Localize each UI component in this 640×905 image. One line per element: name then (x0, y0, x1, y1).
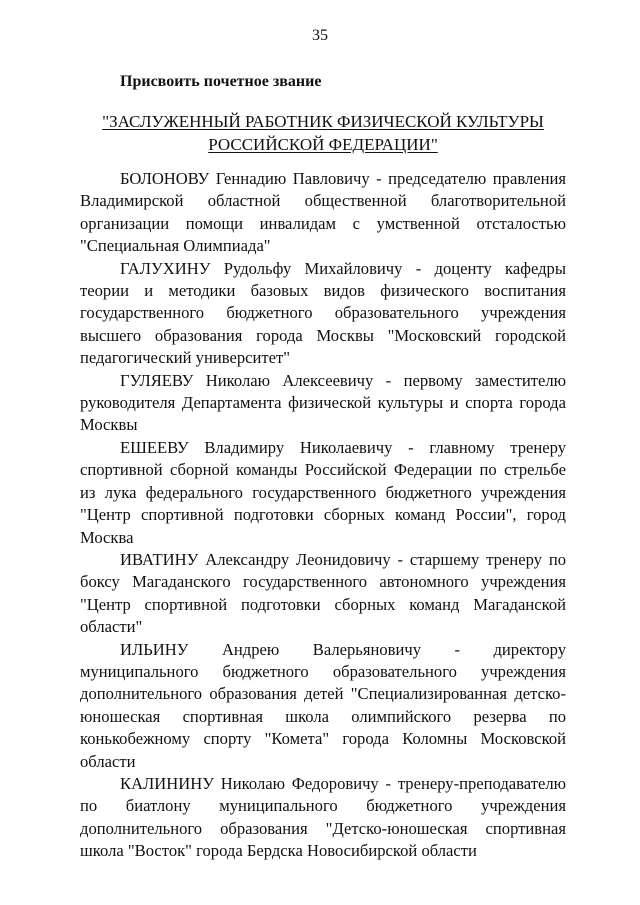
awardee-entry: БОЛОНОВУ Геннадию Павловичу - председателю правления Владимирской областной общественной благотворительной организации помощи инвалидам с умственной отсталостью "Специальная Олимпиада" (80, 169, 566, 256)
awardee-entry: ИВАТИНУ Александру Леонидовичу - старшему тренеру по боксу Магаданского государственного автономного учреждения "Центр спортивной подготовки сборных команд Магаданской области" (80, 549, 566, 637)
award-title (80, 110, 566, 156)
award-heading: Присвоить почетное звание (120, 73, 322, 90)
awardee-entry: ГАЛУХИНУ Рудольфу Михайловичу - доценту кафедры теории и методики базовых видов физического воспитания государственного бюджетного образовательного учреждения высшего образования города Москвы "Московский городской педагогический университет" (80, 258, 566, 368)
awardee-entry: ГУЛЯЕВУ Николаю Алексеевичу - первому заместителю руководителя Департамента физической культуры и спорта города Москвы (80, 370, 566, 435)
page-number: 35 (312, 27, 328, 44)
awardee-entry: ЕШЕЕВУ Владимиру Николаевичу - главному тренеру спортивной сборной команды Российской Федерации по стрельбе из лука федерального государственного бюджетного учреждения "Центр спортивной подготовки сборных команд России", город Москва (80, 437, 566, 547)
awardee-entry: КАЛИНИНУ Николаю Федоровичу - тренеру-преподавателю по биатлону муниципального бюджетного учреждения дополнительного образования "Детско-юношеская спортивная школа "Восток" города Бердска Новосибирской области (80, 773, 566, 861)
award-title-line-2: РОССИЙСКОЙ ФЕДЕРАЦИИ" (208, 135, 438, 154)
awardee-list (80, 168, 566, 863)
award-title-line-1: "ЗАСЛУЖЕННЫЙ РАБОТНИК ФИЗИЧЕСКОЙ КУЛЬТУРЫ (102, 112, 544, 131)
awardee-entry: ИЛЬИНУ Андрею Валерьяновичу - директору муниципального бюджетного образовательного учреждения дополнительного образования детей "Специализированная детско-юношеская спортивная школа олимпийского резерва по конькобежному спорту "Комета" города Коломны Московской области (80, 639, 566, 771)
